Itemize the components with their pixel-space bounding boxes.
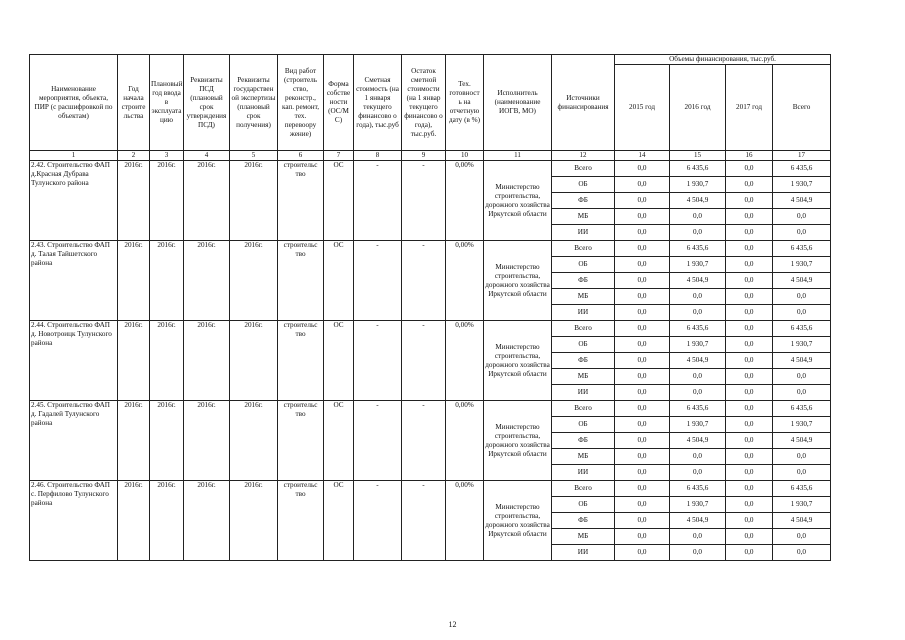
value-2017: 0,0 [726,177,773,193]
header-year-2015: 2015 год [615,65,670,151]
financing-table [29,54,831,561]
header-psd: Реквизиты ПСД (плановый срок утверждения ПСД) [184,55,230,151]
value-total: 6 435,6 [773,321,831,337]
entry-psd: 2016г. [184,481,230,561]
value-2017: 0,0 [726,481,773,497]
funding-source: МБ [552,449,615,465]
header-work-type: Вид работ (строитель ство, реконстр., кап. ремонт, тех. перевоору жение) [278,55,324,151]
header-funding-group: Объемы финансирования, тыс.руб. [615,55,831,65]
funding-source: МБ [552,289,615,305]
funding-source: МБ [552,209,615,225]
header-year-2017: 2017 год [726,65,773,151]
value-2017: 0,0 [726,161,773,177]
value-2015: 0,0 [615,305,670,321]
column-number: 16 [726,151,773,161]
column-number: 9 [402,151,446,161]
header-total: Всего [773,65,831,151]
header-start-year: Год начала строите льства [118,55,150,151]
value-2015: 0,0 [615,177,670,193]
value-2016: 0,0 [670,449,726,465]
value-total: 0,0 [773,529,831,545]
funding-source: ФБ [552,193,615,209]
value-2017: 0,0 [726,209,773,225]
table-row [30,481,831,497]
column-number: 1 [30,151,118,161]
column-number: 2 [118,151,150,161]
value-2016: 1 930,7 [670,497,726,513]
value-2017: 0,0 [726,353,773,369]
value-2016: 6 435,6 [670,481,726,497]
funding-source: ФБ [552,273,615,289]
entry-ownership: ОС [324,481,354,561]
funding-source: ИИ [552,385,615,401]
entry-work-type: строительс тво [278,241,324,321]
value-2015: 0,0 [615,193,670,209]
value-2016: 4 504,9 [670,193,726,209]
value-2016: 4 504,9 [670,433,726,449]
value-2017: 0,0 [726,545,773,561]
value-2016: 0,0 [670,305,726,321]
entry-name: 2.42. Строительство ФАП д.Красная Дубрава Тулунского района [30,161,118,241]
value-2017: 0,0 [726,289,773,305]
value-2016: 6 435,6 [670,401,726,417]
entry-expertise: 2016г. [230,321,278,401]
value-2016: 6 435,6 [670,321,726,337]
funding-source: Всего [552,401,615,417]
value-total: 4 504,9 [773,193,831,209]
value-2017: 0,0 [726,305,773,321]
funding-source: ОБ [552,257,615,273]
entry-work-type: строительс тво [278,401,324,481]
value-total: 6 435,6 [773,401,831,417]
value-2017: 0,0 [726,321,773,337]
value-2017: 0,0 [726,369,773,385]
header-expertise: Реквизиты государствен ой экспертизы (плановый срок получения) [230,55,278,151]
value-2015: 0,0 [615,481,670,497]
value-2015: 0,0 [615,529,670,545]
value-2016: 6 435,6 [670,161,726,177]
entry-readiness: 0,00% [446,401,484,481]
value-total: 0,0 [773,465,831,481]
header-ownership: Форма собстве ности (ОС/М С) [324,55,354,151]
entry-work-type: строительс тво [278,481,324,561]
entry-executor: Министерство строительства, дорожного хозяйства Иркутской области [484,161,552,241]
entry-executor: Министерство строительства, дорожного хозяйства Иркутской области [484,481,552,561]
entry-executor: Министерство строительства, дорожного хозяйства Иркутской области [484,401,552,481]
entry-plan-year: 2016г. [150,161,184,241]
entry-expertise: 2016г. [230,401,278,481]
entry-start-year: 2016г. [118,161,150,241]
value-2017: 0,0 [726,417,773,433]
funding-source: ФБ [552,433,615,449]
funding-source: ОБ [552,497,615,513]
value-total: 1 930,7 [773,497,831,513]
value-2017: 0,0 [726,449,773,465]
funding-source: Всего [552,321,615,337]
value-2017: 0,0 [726,337,773,353]
value-2016: 4 504,9 [670,353,726,369]
column-number: 8 [354,151,402,161]
entry-readiness: 0,00% [446,481,484,561]
entry-estimate: - [354,161,402,241]
funding-source: МБ [552,369,615,385]
value-2016: 0,0 [670,225,726,241]
column-number: 12 [552,151,615,161]
entry-executor: Министерство строительства, дорожного хозяйства Иркутской области [484,321,552,401]
entry-psd: 2016г. [184,401,230,481]
value-total: 1 930,7 [773,177,831,193]
value-2016: 6 435,6 [670,241,726,257]
header-executor: Исполнитель (наименование ИОГВ, МО) [484,55,552,151]
column-number: 17 [773,151,831,161]
value-2015: 0,0 [615,449,670,465]
value-2015: 0,0 [615,273,670,289]
entry-readiness: 0,00% [446,321,484,401]
funding-source: ОБ [552,337,615,353]
entry-ownership: ОС [324,321,354,401]
value-2016: 0,0 [670,529,726,545]
value-total: 1 930,7 [773,337,831,353]
entry-plan-year: 2016г. [150,241,184,321]
entry-name: 2.45. Строительство ФАП д. Гадалей Тулунского района [30,401,118,481]
funding-source: МБ [552,529,615,545]
entry-readiness: 0,00% [446,241,484,321]
value-2015: 0,0 [615,497,670,513]
column-number: 15 [670,151,726,161]
column-number: 10 [446,151,484,161]
value-2015: 0,0 [615,369,670,385]
funding-source: Всего [552,241,615,257]
value-2015: 0,0 [615,257,670,273]
funding-source: Всего [552,481,615,497]
entry-executor: Министерство строительства, дорожного хозяйства Иркутской области [484,241,552,321]
entry-psd: 2016г. [184,161,230,241]
value-total: 4 504,9 [773,513,831,529]
funding-source: ФБ [552,353,615,369]
column-number: 3 [150,151,184,161]
value-2016: 0,0 [670,369,726,385]
funding-source: ФБ [552,513,615,529]
funding-source: ОБ [552,177,615,193]
table-row [30,401,831,417]
header-sources: Источники финансирования [552,55,615,151]
column-number: 11 [484,151,552,161]
page-number: 12 [448,620,457,629]
entry-estimate: - [354,241,402,321]
value-2015: 0,0 [615,241,670,257]
value-total: 4 504,9 [773,353,831,369]
value-2016: 1 930,7 [670,417,726,433]
value-2016: 0,0 [670,289,726,305]
header-estimate: Сметная стоимость (на 1 января текущего финансово о года), тыс.руб [354,55,402,151]
value-total: 4 504,9 [773,273,831,289]
entry-remainder: - [402,161,446,241]
header-readiness: Тех. готовност ь на отчетную дату (в %) [446,55,484,151]
value-total: 4 504,9 [773,433,831,449]
value-2015: 0,0 [615,321,670,337]
entry-start-year: 2016г. [118,481,150,561]
value-2016: 0,0 [670,385,726,401]
value-2017: 0,0 [726,497,773,513]
value-2017: 0,0 [726,513,773,529]
table-body [30,55,831,561]
value-total: 6 435,6 [773,241,831,257]
value-2015: 0,0 [615,161,670,177]
value-2017: 0,0 [726,241,773,257]
value-2016: 4 504,9 [670,273,726,289]
value-2017: 0,0 [726,273,773,289]
entry-work-type: строительс тво [278,161,324,241]
entry-start-year: 2016г. [118,401,150,481]
value-2016: 1 930,7 [670,177,726,193]
value-2015: 0,0 [615,433,670,449]
entry-psd: 2016г. [184,241,230,321]
value-2016: 0,0 [670,465,726,481]
value-total: 0,0 [773,289,831,305]
column-number: 6 [278,151,324,161]
table-row [30,161,831,177]
value-2015: 0,0 [615,209,670,225]
entry-name: 2.46. Строительство ФАП с. Перфилово Тулунского района [30,481,118,561]
value-2017: 0,0 [726,465,773,481]
value-2015: 0,0 [615,353,670,369]
value-2016: 0,0 [670,545,726,561]
value-2017: 0,0 [726,225,773,241]
funding-source: Всего [552,161,615,177]
value-total: 0,0 [773,545,831,561]
value-total: 0,0 [773,225,831,241]
table-row [30,321,831,337]
value-2016: 4 504,9 [670,513,726,529]
value-total: 0,0 [773,305,831,321]
entry-name: 2.43. Строительство ФАП д. Талая Тайшетского района [30,241,118,321]
entry-expertise: 2016г. [230,161,278,241]
entry-plan-year: 2016г. [150,481,184,561]
funding-source: ИИ [552,545,615,561]
value-total: 6 435,6 [773,161,831,177]
value-2017: 0,0 [726,433,773,449]
financing-table-sheet [29,54,830,588]
value-2017: 0,0 [726,385,773,401]
entry-start-year: 2016г. [118,241,150,321]
value-total: 0,0 [773,449,831,465]
value-2015: 0,0 [615,417,670,433]
entry-ownership: ОС [324,241,354,321]
value-2015: 0,0 [615,513,670,529]
value-total: 1 930,7 [773,257,831,273]
entry-remainder: - [402,481,446,561]
value-2015: 0,0 [615,465,670,481]
value-total: 6 435,6 [773,481,831,497]
column-number: 14 [615,151,670,161]
entry-ownership: ОС [324,401,354,481]
column-number: 5 [230,151,278,161]
value-2016: 1 930,7 [670,257,726,273]
column-number: 4 [184,151,230,161]
entry-ownership: ОС [324,161,354,241]
value-2016: 0,0 [670,209,726,225]
table-row [30,241,831,257]
funding-source: ИИ [552,225,615,241]
value-2015: 0,0 [615,289,670,305]
entry-start-year: 2016г. [118,321,150,401]
entry-name: 2.44. Строительство ФАП д. Новотроицк Тулунского района [30,321,118,401]
funding-source: ИИ [552,305,615,321]
value-2017: 0,0 [726,257,773,273]
value-2017: 0,0 [726,529,773,545]
entry-remainder: - [402,401,446,481]
value-total: 0,0 [773,209,831,225]
header-plan-year: Плановый год ввода в эксплуата цию [150,55,184,151]
header-name: Наименование мероприятия, объекта, ПИР (с расшифровкой по объектам) [30,55,118,151]
header-row-top [30,55,831,65]
value-total: 1 930,7 [773,417,831,433]
header-year-2016: 2016 год [670,65,726,151]
value-2015: 0,0 [615,337,670,353]
header-remainder: Остаток сметной стоимости (на 1 январ текущего финансово о года), тыс.руб. [402,55,446,151]
entry-plan-year: 2016г. [150,401,184,481]
column-number: 7 [324,151,354,161]
value-2015: 0,0 [615,401,670,417]
entry-remainder: - [402,241,446,321]
entry-plan-year: 2016г. [150,321,184,401]
entry-remainder: - [402,321,446,401]
value-2017: 0,0 [726,193,773,209]
funding-source: ОБ [552,417,615,433]
value-2017: 0,0 [726,401,773,417]
value-2015: 0,0 [615,545,670,561]
entry-work-type: строительс тво [278,321,324,401]
entry-expertise: 2016г. [230,241,278,321]
entry-psd: 2016г. [184,321,230,401]
value-2016: 1 930,7 [670,337,726,353]
value-2015: 0,0 [615,385,670,401]
entry-expertise: 2016г. [230,481,278,561]
value-total: 0,0 [773,385,831,401]
value-2015: 0,0 [615,225,670,241]
column-number-row [30,151,831,161]
entry-estimate: - [354,481,402,561]
funding-source: ИИ [552,465,615,481]
entry-readiness: 0,00% [446,161,484,241]
entry-estimate: - [354,401,402,481]
entry-estimate: - [354,321,402,401]
value-total: 0,0 [773,369,831,385]
